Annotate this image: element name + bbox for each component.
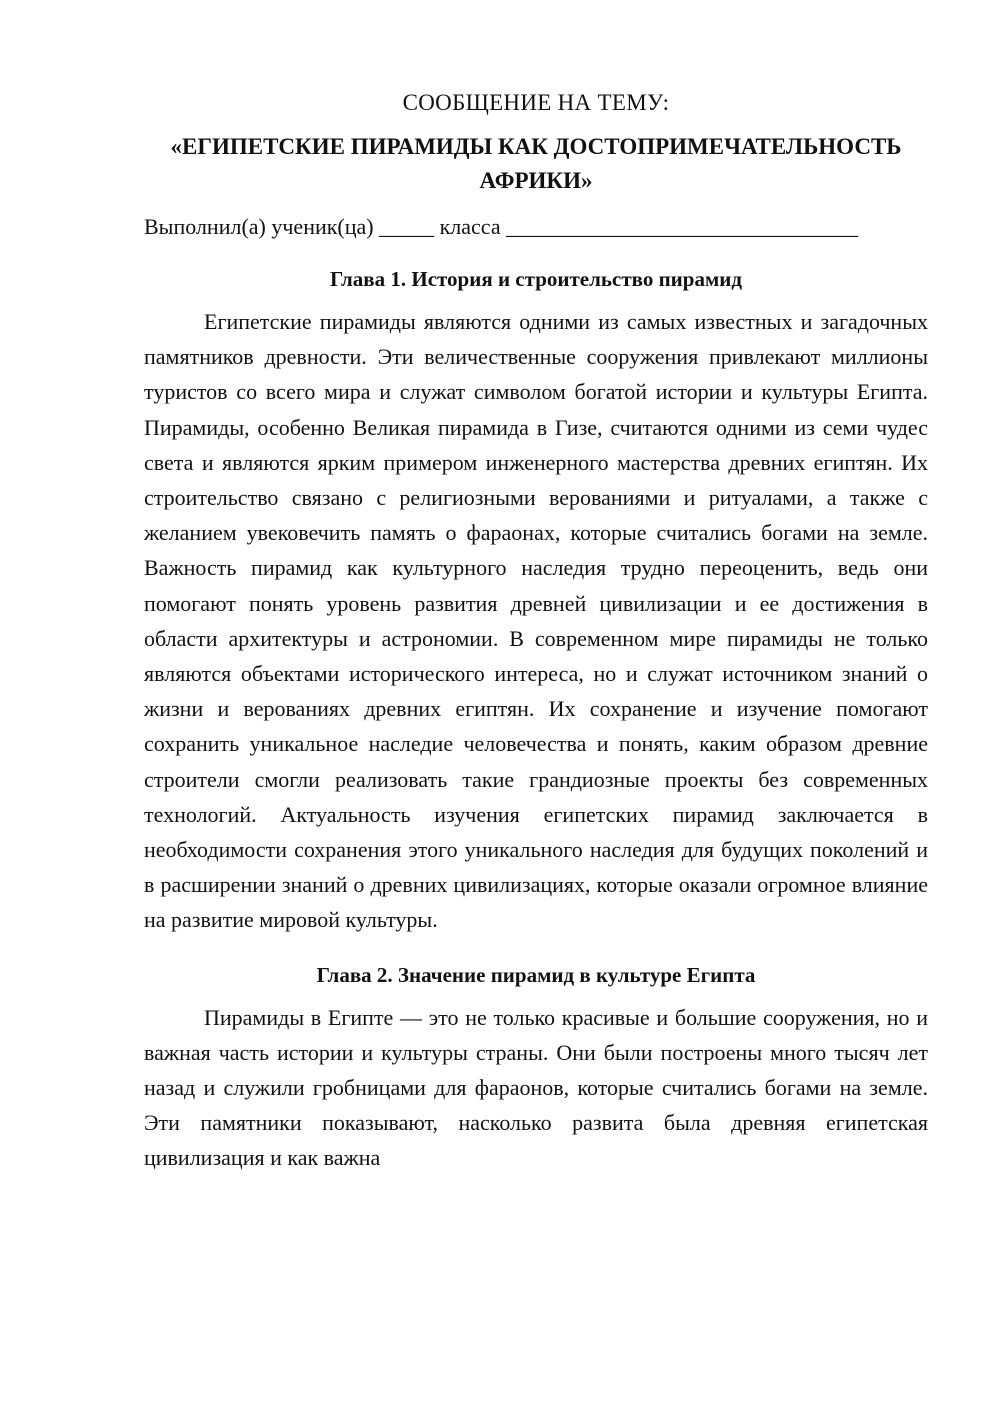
chapter-1-paragraph: Египетские пирамиды являются одними из самых известных и загадочных памятников древности. Эти величественные сооружения привлекают миллионы туристов со всего мира и служат символом богатой истории и культуры Египта. Пирамиды, особенно Великая пирамида в Гизе, считаются одними из семи чудес света и являются ярким примером инженерного мастерства древних египтян. Их строительство связано с религиозными верованиями и ритуалами, а также с желанием увековечить память о фараонах, которые считались богами на земле. Важность пирамид как культурного наследия трудно переоценить, ведь они помогают понять уровень развития древней цивилизации и ее достижения в области архитектуры и астрономии. В современном мире пирамиды не только являются объектами исторического интереса, но и служат источником знаний о жизни и верованиях древних египтян. Их сохранение и изучение помогают сохранить уникальное наследие человечества и понять, каким образом древние строители смогли реализовать такие грандиозные проекты без современных технологий. Актуальность изучения египетских пирамид заключается в необходимости сохранения этого уникального наследия для будущих поколений и в расширении знаний о древних цивилизациях, которые оказали огромное влияние на развитие мировой культуры.: [144, 309, 928, 933]
chapter-1-heading: Глава 1. История и строительство пирамид: [330, 267, 742, 291]
chapter-2-paragraph: Пирамиды в Египте — это не только красивые и большие сооружения, но и важная часть истории и культуры страны. Они были построены много тысяч лет назад и служили гробницами для фараонов, которые считались богами на земле. Эти памятники показывают, насколько развита была древняя египетская цивилизация и как важна: [144, 1004, 928, 1171]
chapter-2-heading: Глава 2. Значение пирамид в культуре Египта: [316, 962, 756, 987]
author-line: Выполнил(а) ученик(ца) _____ класса ________________________________: [144, 214, 859, 239]
document-title: «ЕГИПЕТСКИЕ ПИРАМИДЫ КАК ДОСТОПРИМЕЧАТЕЛЬНОСТЬ АФРИКИ»: [170, 134, 902, 193]
document-page: [144, 88, 928, 1198]
document-title-label: СООБЩЕНИЕ НА ТЕМУ:: [402, 90, 670, 115]
